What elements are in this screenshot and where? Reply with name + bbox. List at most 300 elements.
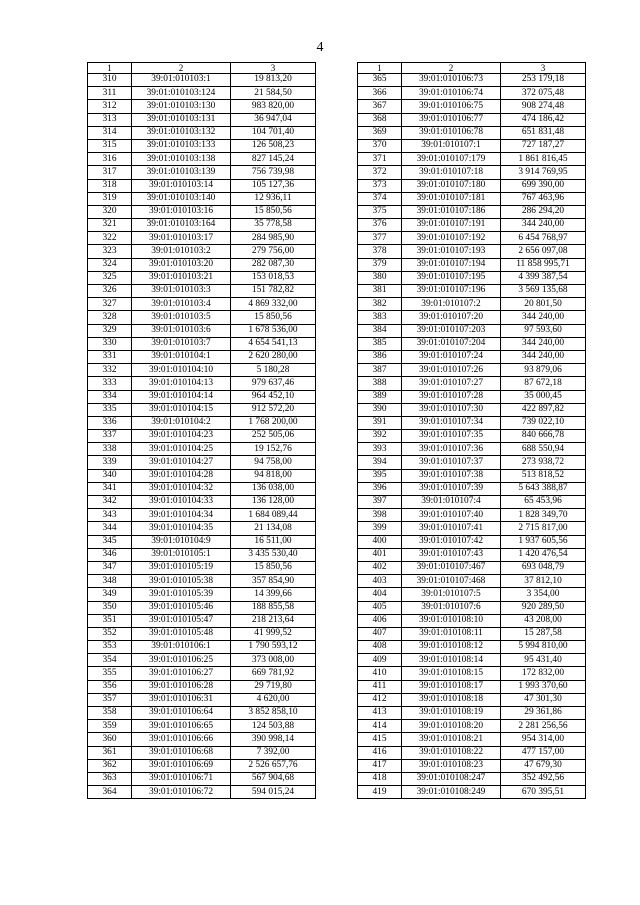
cell-value: 2 656 097,08 bbox=[501, 245, 586, 258]
cell-cadastral-number: 39:01:010106:68 bbox=[132, 746, 231, 759]
cell-cadastral-number: 39:01:010104:1 bbox=[132, 350, 231, 363]
cell-number: 335 bbox=[88, 403, 132, 416]
cell-number: 403 bbox=[358, 575, 402, 588]
cell-cadastral-number: 39:01:010105:19 bbox=[132, 561, 231, 574]
cell-number: 414 bbox=[358, 720, 402, 733]
cell-cadastral-number: 39:01:010107:39 bbox=[402, 482, 501, 495]
cell-cadastral-number: 39:01:010108:21 bbox=[402, 733, 501, 746]
table-row bbox=[88, 298, 316, 311]
cell-number: 350 bbox=[88, 601, 132, 614]
table-row bbox=[358, 166, 586, 179]
cell-number: 400 bbox=[358, 535, 402, 548]
cell-value: 477 157,00 bbox=[501, 746, 586, 759]
cell-number: 329 bbox=[88, 324, 132, 337]
table-row bbox=[88, 337, 316, 350]
table-row bbox=[88, 469, 316, 482]
cell-number: 378 bbox=[358, 245, 402, 258]
cell-number: 382 bbox=[358, 298, 402, 311]
cell-number: 340 bbox=[88, 469, 132, 482]
cell-number: 410 bbox=[358, 667, 402, 680]
cell-value: 93 879,06 bbox=[501, 364, 586, 377]
cell-value: 105 127,36 bbox=[231, 179, 316, 192]
cell-cadastral-number: 39:01:010107:179 bbox=[402, 153, 501, 166]
cell-cadastral-number: 39:01:010107:20 bbox=[402, 311, 501, 324]
table-row bbox=[88, 509, 316, 522]
table-row bbox=[358, 772, 586, 785]
cell-number: 407 bbox=[358, 627, 402, 640]
cell-number: 341 bbox=[88, 482, 132, 495]
cell-number: 401 bbox=[358, 548, 402, 561]
cell-value: 172 832,00 bbox=[501, 667, 586, 680]
table-row bbox=[88, 786, 316, 799]
cell-cadastral-number: 39:01:010104:23 bbox=[132, 430, 231, 443]
cell-cadastral-number: 39:01:010108:20 bbox=[402, 720, 501, 733]
table-row bbox=[88, 680, 316, 693]
cell-number: 365 bbox=[358, 74, 402, 87]
table-row bbox=[358, 469, 586, 482]
cell-value: 218 213,64 bbox=[231, 614, 316, 627]
cell-cadastral-number: 39:01:010108:249 bbox=[402, 786, 501, 799]
table-row bbox=[88, 443, 316, 456]
cell-cadastral-number: 39:01:010107:43 bbox=[402, 548, 501, 561]
cell-cadastral-number: 39:01:010103:5 bbox=[132, 311, 231, 324]
cell-value: 693 048,79 bbox=[501, 561, 586, 574]
table-row bbox=[88, 772, 316, 785]
cell-number: 389 bbox=[358, 390, 402, 403]
cell-value: 21 134,08 bbox=[231, 522, 316, 535]
table-row bbox=[88, 219, 316, 232]
table-row bbox=[358, 693, 586, 706]
table-row bbox=[358, 153, 586, 166]
cell-cadastral-number: 39:01:010106:1 bbox=[132, 641, 231, 654]
cell-value: 11 858 995,71 bbox=[501, 258, 586, 271]
cell-number: 325 bbox=[88, 271, 132, 284]
cell-cadastral-number: 39:01:010103:14 bbox=[132, 179, 231, 192]
cell-number: 367 bbox=[358, 100, 402, 113]
cell-number: 314 bbox=[88, 126, 132, 139]
table-row bbox=[358, 548, 586, 561]
cell-number: 402 bbox=[358, 561, 402, 574]
column-header-cadastral-number: 2 bbox=[132, 63, 231, 74]
cell-number: 406 bbox=[358, 614, 402, 627]
cell-value: 1 678 536,00 bbox=[231, 324, 316, 337]
cell-cadastral-number: 39:01:010105:1 bbox=[132, 548, 231, 561]
cell-number: 374 bbox=[358, 192, 402, 205]
table-row bbox=[88, 311, 316, 324]
cell-number: 376 bbox=[358, 219, 402, 232]
cell-value: 279 756,00 bbox=[231, 245, 316, 258]
cell-cadastral-number: 39:01:010105:47 bbox=[132, 614, 231, 627]
cell-value: 920 289,50 bbox=[501, 601, 586, 614]
table-row bbox=[88, 430, 316, 443]
cell-value: 3 435 530,40 bbox=[231, 548, 316, 561]
cell-value: 827 145,24 bbox=[231, 153, 316, 166]
table-row bbox=[358, 786, 586, 799]
table-row bbox=[358, 126, 586, 139]
cell-cadastral-number: 39:01:010107:180 bbox=[402, 179, 501, 192]
table-row bbox=[88, 693, 316, 706]
cell-cadastral-number: 39:01:010108:12 bbox=[402, 641, 501, 654]
cell-number: 372 bbox=[358, 166, 402, 179]
table-row bbox=[88, 627, 316, 640]
cell-number: 373 bbox=[358, 179, 402, 192]
cell-number: 393 bbox=[358, 443, 402, 456]
table-row bbox=[88, 522, 316, 535]
cell-number: 405 bbox=[358, 601, 402, 614]
cell-number: 391 bbox=[358, 416, 402, 429]
table-row bbox=[88, 654, 316, 667]
cell-number: 312 bbox=[88, 100, 132, 113]
table-row bbox=[358, 100, 586, 113]
cell-number: 347 bbox=[88, 561, 132, 574]
table-row bbox=[88, 707, 316, 720]
table-row bbox=[88, 561, 316, 574]
cell-cadastral-number: 39:01:010104:28 bbox=[132, 469, 231, 482]
table-row bbox=[358, 759, 586, 772]
cell-number: 321 bbox=[88, 219, 132, 232]
cell-number: 330 bbox=[88, 337, 132, 350]
table-row bbox=[88, 403, 316, 416]
table-row bbox=[358, 746, 586, 759]
cell-cadastral-number: 39:01:010103:6 bbox=[132, 324, 231, 337]
table-row bbox=[358, 667, 586, 680]
cell-value: 284 985,90 bbox=[231, 232, 316, 245]
table-row bbox=[358, 627, 586, 640]
table-row bbox=[88, 232, 316, 245]
table-row bbox=[358, 720, 586, 733]
cell-value: 16 511,00 bbox=[231, 535, 316, 548]
table-row bbox=[88, 641, 316, 654]
column-header-value: 3 bbox=[501, 63, 586, 74]
cell-cadastral-number: 39:01:010104:25 bbox=[132, 443, 231, 456]
cell-number: 381 bbox=[358, 285, 402, 298]
cell-number: 338 bbox=[88, 443, 132, 456]
table-row bbox=[358, 416, 586, 429]
cell-value: 5 643 388,87 bbox=[501, 482, 586, 495]
table-row bbox=[88, 258, 316, 271]
table-row bbox=[88, 733, 316, 746]
table-row bbox=[358, 350, 586, 363]
table-row bbox=[358, 192, 586, 205]
cell-cadastral-number: 39:01:010106:73 bbox=[402, 74, 501, 87]
cell-number: 369 bbox=[358, 126, 402, 139]
cell-number: 311 bbox=[88, 87, 132, 100]
cell-cadastral-number: 39:01:010107:186 bbox=[402, 205, 501, 218]
table-row bbox=[358, 509, 586, 522]
cell-value: 47 679,30 bbox=[501, 759, 586, 772]
cell-cadastral-number: 39:01:010108:10 bbox=[402, 614, 501, 627]
cell-cadastral-number: 39:01:010107:35 bbox=[402, 430, 501, 443]
cell-cadastral-number: 39:01:010107:27 bbox=[402, 377, 501, 390]
cell-value: 5 180,28 bbox=[231, 364, 316, 377]
cell-number: 326 bbox=[88, 285, 132, 298]
cell-value: 3 569 135,68 bbox=[501, 285, 586, 298]
table-row bbox=[88, 271, 316, 284]
table-row bbox=[88, 87, 316, 100]
cell-number: 383 bbox=[358, 311, 402, 324]
cell-value: 3 914 769,95 bbox=[501, 166, 586, 179]
cell-cadastral-number: 39:01:010105:38 bbox=[132, 575, 231, 588]
table-row bbox=[88, 74, 316, 87]
table-row bbox=[358, 482, 586, 495]
cell-number: 404 bbox=[358, 588, 402, 601]
cell-value: 474 186,42 bbox=[501, 113, 586, 126]
cell-cadastral-number: 39:01:010103:20 bbox=[132, 258, 231, 271]
cell-number: 319 bbox=[88, 192, 132, 205]
table-row bbox=[88, 113, 316, 126]
cell-cadastral-number: 39:01:010107:467 bbox=[402, 561, 501, 574]
cell-number: 413 bbox=[358, 707, 402, 720]
table-row bbox=[88, 166, 316, 179]
cell-value: 651 831,48 bbox=[501, 126, 586, 139]
table-row bbox=[88, 720, 316, 733]
cell-value: 2 620 280,00 bbox=[231, 350, 316, 363]
table-row bbox=[88, 192, 316, 205]
cell-value: 6 454 768,97 bbox=[501, 232, 586, 245]
cell-cadastral-number: 39:01:010104:34 bbox=[132, 509, 231, 522]
cell-value: 756 739,98 bbox=[231, 166, 316, 179]
cell-number: 331 bbox=[88, 350, 132, 363]
cell-value: 594 015,24 bbox=[231, 786, 316, 799]
cell-number: 392 bbox=[358, 430, 402, 443]
cell-value: 1 937 605,56 bbox=[501, 535, 586, 548]
table-row bbox=[88, 548, 316, 561]
cell-cadastral-number: 39:01:010103:1 bbox=[132, 74, 231, 87]
table-row bbox=[358, 680, 586, 693]
table-row bbox=[88, 482, 316, 495]
table-row bbox=[88, 496, 316, 509]
column-header-number: 1 bbox=[88, 63, 132, 74]
cell-value: 1 420 476,54 bbox=[501, 548, 586, 561]
cell-cadastral-number: 39:01:010103:17 bbox=[132, 232, 231, 245]
cell-cadastral-number: 39:01:010107:40 bbox=[402, 509, 501, 522]
cell-value: 35 778,58 bbox=[231, 219, 316, 232]
cell-value: 344 240,00 bbox=[501, 311, 586, 324]
table-row bbox=[358, 258, 586, 271]
cell-value: 94 758,00 bbox=[231, 456, 316, 469]
table-row bbox=[358, 496, 586, 509]
cell-number: 346 bbox=[88, 548, 132, 561]
table-row bbox=[358, 298, 586, 311]
cell-number: 348 bbox=[88, 575, 132, 588]
cell-cadastral-number: 39:01:010108:247 bbox=[402, 772, 501, 785]
cell-value: 1 684 089,44 bbox=[231, 509, 316, 522]
cell-value: 3 354,00 bbox=[501, 588, 586, 601]
cell-cadastral-number: 39:01:010103:140 bbox=[132, 192, 231, 205]
cell-number: 358 bbox=[88, 707, 132, 720]
cell-value: 136 128,00 bbox=[231, 496, 316, 509]
cell-cadastral-number: 39:01:010107:6 bbox=[402, 601, 501, 614]
cell-number: 408 bbox=[358, 641, 402, 654]
cell-cadastral-number: 39:01:010107:38 bbox=[402, 469, 501, 482]
cell-cadastral-number: 39:01:010106:28 bbox=[132, 680, 231, 693]
table-row bbox=[88, 377, 316, 390]
cell-value: 767 463,96 bbox=[501, 192, 586, 205]
cell-cadastral-number: 39:01:010106:74 bbox=[402, 87, 501, 100]
cell-value: 97 593,60 bbox=[501, 324, 586, 337]
table-row bbox=[88, 324, 316, 337]
table-row bbox=[358, 113, 586, 126]
table-row bbox=[358, 456, 586, 469]
table-row bbox=[88, 416, 316, 429]
cell-cadastral-number: 39:01:010108:14 bbox=[402, 654, 501, 667]
cell-value: 1 993 370,60 bbox=[501, 680, 586, 693]
cell-cadastral-number: 39:01:010103:3 bbox=[132, 285, 231, 298]
cell-value: 390 998,14 bbox=[231, 733, 316, 746]
cell-value: 739 022,10 bbox=[501, 416, 586, 429]
table-row bbox=[358, 364, 586, 377]
table-row bbox=[88, 205, 316, 218]
cell-cadastral-number: 39:01:010106:31 bbox=[132, 693, 231, 706]
table-row bbox=[358, 311, 586, 324]
cell-value: 47 301,30 bbox=[501, 693, 586, 706]
cell-value: 840 666,78 bbox=[501, 430, 586, 443]
cell-value: 908 274,48 bbox=[501, 100, 586, 113]
cell-cadastral-number: 39:01:010103:164 bbox=[132, 219, 231, 232]
cell-number: 409 bbox=[358, 654, 402, 667]
table-row bbox=[358, 245, 586, 258]
cell-number: 370 bbox=[358, 139, 402, 152]
cell-value: 344 240,00 bbox=[501, 219, 586, 232]
cell-cadastral-number: 39:01:010107:193 bbox=[402, 245, 501, 258]
cadastral-table-left bbox=[87, 62, 316, 799]
cell-cadastral-number: 39:01:010106:64 bbox=[132, 707, 231, 720]
cell-cadastral-number: 39:01:010107:26 bbox=[402, 364, 501, 377]
table-row bbox=[88, 456, 316, 469]
cell-number: 417 bbox=[358, 759, 402, 772]
table-row bbox=[88, 364, 316, 377]
cadastral-table-right bbox=[357, 62, 586, 799]
cell-number: 328 bbox=[88, 311, 132, 324]
table-row bbox=[88, 390, 316, 403]
cell-value: 344 240,00 bbox=[501, 337, 586, 350]
cell-value: 954 314,00 bbox=[501, 733, 586, 746]
cell-value: 87 672,18 bbox=[501, 377, 586, 390]
cell-cadastral-number: 39:01:010103:2 bbox=[132, 245, 231, 258]
cell-cadastral-number: 39:01:010107:2 bbox=[402, 298, 501, 311]
cell-number: 353 bbox=[88, 641, 132, 654]
cell-cadastral-number: 39:01:010108:22 bbox=[402, 746, 501, 759]
column-header-cadastral-number: 2 bbox=[402, 63, 501, 74]
cell-value: 344 240,00 bbox=[501, 350, 586, 363]
cell-cadastral-number: 39:01:010104:32 bbox=[132, 482, 231, 495]
cell-number: 343 bbox=[88, 509, 132, 522]
cell-value: 252 505,06 bbox=[231, 430, 316, 443]
cell-number: 380 bbox=[358, 271, 402, 284]
cell-number: 317 bbox=[88, 166, 132, 179]
cell-cadastral-number: 39:01:010106:25 bbox=[132, 654, 231, 667]
cell-cadastral-number: 39:01:010107:181 bbox=[402, 192, 501, 205]
cell-number: 310 bbox=[88, 74, 132, 87]
cell-number: 397 bbox=[358, 496, 402, 509]
cell-cadastral-number: 39:01:010103:7 bbox=[132, 337, 231, 350]
cell-value: 94 818,00 bbox=[231, 469, 316, 482]
cell-value: 352 492,56 bbox=[501, 772, 586, 785]
cell-cadastral-number: 39:01:010108:17 bbox=[402, 680, 501, 693]
cell-value: 153 018,53 bbox=[231, 271, 316, 284]
table-row bbox=[88, 245, 316, 258]
cell-number: 362 bbox=[88, 759, 132, 772]
cell-value: 188 855,58 bbox=[231, 601, 316, 614]
cell-value: 912 572,20 bbox=[231, 403, 316, 416]
table-row bbox=[358, 232, 586, 245]
cell-cadastral-number: 39:01:010107:30 bbox=[402, 403, 501, 416]
cell-value: 35 000,45 bbox=[501, 390, 586, 403]
cell-number: 377 bbox=[358, 232, 402, 245]
table-row bbox=[88, 746, 316, 759]
cell-number: 339 bbox=[88, 456, 132, 469]
cell-cadastral-number: 39:01:010107:4 bbox=[402, 496, 501, 509]
cell-value: 151 782,82 bbox=[231, 285, 316, 298]
cell-cadastral-number: 39:01:010104:14 bbox=[132, 390, 231, 403]
cell-number: 337 bbox=[88, 430, 132, 443]
cell-number: 361 bbox=[88, 746, 132, 759]
table-row bbox=[358, 707, 586, 720]
cell-value: 15 850,56 bbox=[231, 561, 316, 574]
cell-number: 416 bbox=[358, 746, 402, 759]
cell-cadastral-number: 39:01:010107:204 bbox=[402, 337, 501, 350]
table-row bbox=[358, 614, 586, 627]
cell-cadastral-number: 39:01:010108:23 bbox=[402, 759, 501, 772]
cell-cadastral-number: 39:01:010107:41 bbox=[402, 522, 501, 535]
cell-value: 1 861 816,45 bbox=[501, 153, 586, 166]
cell-number: 390 bbox=[358, 403, 402, 416]
cell-number: 354 bbox=[88, 654, 132, 667]
cell-value: 4 654 541,13 bbox=[231, 337, 316, 350]
cell-value: 273 938,72 bbox=[501, 456, 586, 469]
table-row bbox=[358, 74, 586, 87]
cell-value: 136 038,00 bbox=[231, 482, 316, 495]
cell-number: 357 bbox=[88, 693, 132, 706]
table-row bbox=[88, 535, 316, 548]
table-row bbox=[358, 139, 586, 152]
cell-number: 395 bbox=[358, 469, 402, 482]
cell-number: 327 bbox=[88, 298, 132, 311]
cell-value: 19 813,20 bbox=[231, 74, 316, 87]
cell-cadastral-number: 39:01:010103:133 bbox=[132, 139, 231, 152]
table-row bbox=[358, 654, 586, 667]
cell-value: 12 936,11 bbox=[231, 192, 316, 205]
table-row bbox=[88, 126, 316, 139]
cell-value: 29 361,86 bbox=[501, 707, 586, 720]
table-row bbox=[358, 271, 586, 284]
table-row bbox=[358, 575, 586, 588]
cell-cadastral-number: 39:01:010104:2 bbox=[132, 416, 231, 429]
cell-number: 351 bbox=[88, 614, 132, 627]
cell-number: 316 bbox=[88, 153, 132, 166]
cell-value: 567 904,68 bbox=[231, 772, 316, 785]
cell-cadastral-number: 39:01:010105:48 bbox=[132, 627, 231, 640]
cell-number: 334 bbox=[88, 390, 132, 403]
cell-cadastral-number: 39:01:010108:19 bbox=[402, 707, 501, 720]
cell-value: 983 820,00 bbox=[231, 100, 316, 113]
table-row bbox=[358, 535, 586, 548]
cell-value: 670 395,51 bbox=[501, 786, 586, 799]
cell-cadastral-number: 39:01:010106:66 bbox=[132, 733, 231, 746]
cell-number: 419 bbox=[358, 786, 402, 799]
cell-cadastral-number: 39:01:010108:11 bbox=[402, 627, 501, 640]
cell-cadastral-number: 39:01:010104:27 bbox=[132, 456, 231, 469]
table-row bbox=[88, 601, 316, 614]
cell-value: 4 869 332,00 bbox=[231, 298, 316, 311]
cell-value: 104 701,40 bbox=[231, 126, 316, 139]
cell-value: 372 075,48 bbox=[501, 87, 586, 100]
table-row bbox=[358, 641, 586, 654]
cell-cadastral-number: 39:01:010108:15 bbox=[402, 667, 501, 680]
cell-cadastral-number: 39:01:010107:24 bbox=[402, 350, 501, 363]
cell-value: 3 852 858,10 bbox=[231, 707, 316, 720]
cell-number: 359 bbox=[88, 720, 132, 733]
